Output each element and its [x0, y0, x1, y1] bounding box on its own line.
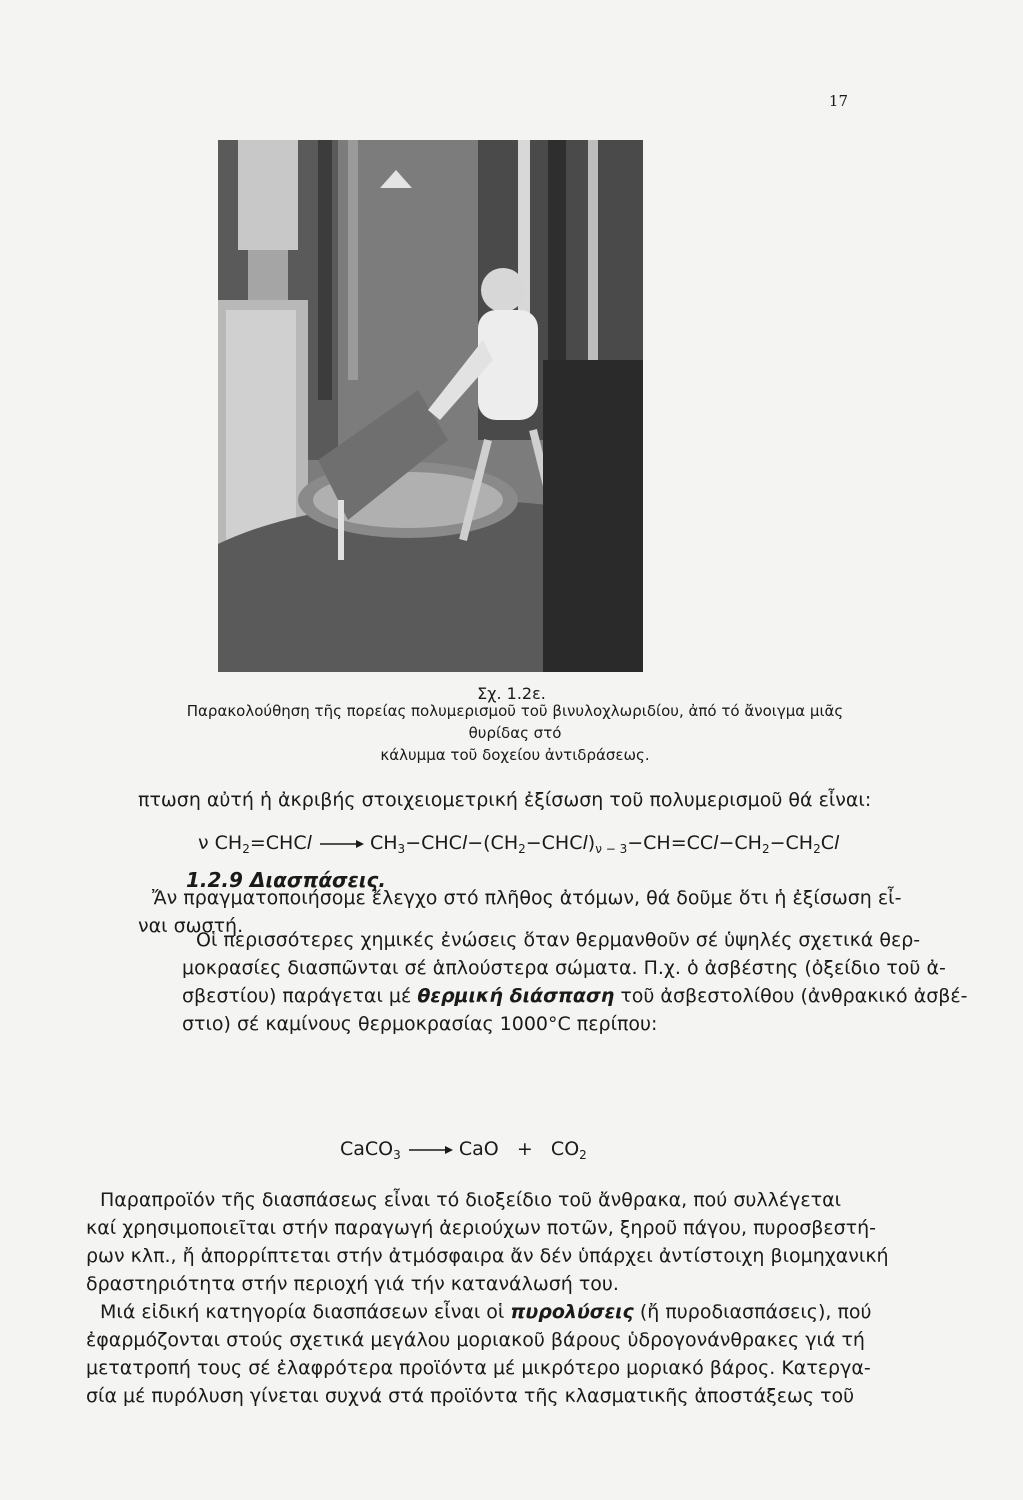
- subscript: 2: [761, 842, 770, 856]
- paragraph-line: [182, 982, 968, 1010]
- eq2-product: CaO: [458, 1138, 499, 1160]
- paragraph-decomposition: [182, 926, 968, 1038]
- eq1-rhs-b: −CHC: [405, 832, 462, 854]
- eq1-cl: l: [461, 832, 468, 854]
- paragraph-stoichiometry: [138, 786, 872, 814]
- paragraph-line: [86, 1298, 872, 1326]
- eq1-rhs-i: C: [820, 832, 834, 854]
- text-run: (ἤ πυροδιασπάσεις), πού: [633, 1301, 872, 1323]
- eq1-cl: l: [306, 832, 312, 854]
- figure-caption-line: Παρακολούθηση τῆς πορείας πολυμερισμοῦ τοῦ βινυλοχλωριδίου, ἀπό τό ἄνοιγμα μιᾶς θυρίδας στό: [186, 702, 844, 742]
- text-run: τοῦ ἀσβεστολίθου (ἀνθρακικό ἀσβέ-: [614, 985, 968, 1007]
- eq1-cl: l: [582, 832, 588, 854]
- subscript: 2: [242, 842, 250, 856]
- subscript: ν − 3: [595, 842, 628, 856]
- figure-photo: [218, 140, 643, 672]
- subscript: 2: [813, 842, 821, 856]
- reactor-photo-illustration: [218, 140, 643, 672]
- eq1-cl: l: [713, 832, 719, 854]
- paragraph-line: σία μέ πυρόλυση γίνεται συχνά στά προϊόντα τῆς κλασματικῆς ἀποστάξεως τοῦ: [86, 1385, 855, 1407]
- reaction-arrow-icon: [318, 838, 364, 850]
- eq1-rhs-e: ): [587, 832, 596, 854]
- eq1-rhs-c: −(CH: [467, 832, 519, 854]
- eq1-lhs: ν CH: [198, 832, 243, 854]
- bold-term: θερμική διάσπαση: [417, 985, 615, 1007]
- subscript: 3: [393, 1148, 401, 1162]
- eq1-rhs-d: −CHC: [525, 832, 583, 854]
- eq1-cl: l: [833, 832, 840, 854]
- paragraph-line: ναι σωστή.: [138, 915, 244, 937]
- eq1-rhs-f: −CH=CC: [627, 832, 714, 854]
- eq1-rhs-g: −CH: [718, 832, 762, 854]
- figure-caption-line: κάλυμμα τοῦ δοχείου ἀντιδράσεως.: [380, 746, 650, 764]
- text-run: Μιά εἰδική κατηγορία διασπάσεων εἶναι οἱ: [100, 1301, 511, 1323]
- paragraph-line: ρων κλπ., ἤ ἀπορρίπτεται στήν ἀτμόσφαιρα ἄν δέν ὑπάρχει ἀντίστοιχη βιομηχανική: [86, 1245, 889, 1267]
- paragraph-line: Ἄν πραγματοποιήσομε ἔλεγχο στό πλῆθος ἀτόμων, θά δοῦμε ὅτι ἡ ἐξίσωση εἶ-: [152, 887, 902, 909]
- paragraph-line: μετατροπή τους σέ ἐλαφρότερα προϊόντα μέ μικρότερο μοριακό βάρος. Κατεργα-: [86, 1357, 871, 1379]
- paragraph-line: μοκρασίες διασπῶνται σέ ἁπλούστερα σώματα. Π.χ. ὁ ἀσβέστης (ὀξείδιο τοῦ ἀ-: [182, 957, 946, 979]
- eq1-lhs-rest: =CHC: [249, 832, 307, 854]
- page-number: 17: [828, 92, 848, 110]
- eq2-product: CO: [550, 1138, 580, 1160]
- eq1-rhs-h: −CH: [769, 832, 814, 854]
- eq2-plus: +: [516, 1138, 533, 1160]
- paragraph-line: Οἱ περισσότερες χημικές ἐνώσεις ὅταν θερμανθοῦν σέ ὑψηλές σχετικά θερ-: [196, 929, 921, 951]
- eq1-rhs-a: CH: [369, 832, 398, 854]
- paragraph-line: ἐφαρμόζονται στούς σχετικά μεγάλου μοριακοῦ βάρους ὑδρογονάνθρακες γιά τή: [86, 1329, 865, 1351]
- paragraph-pyrolysis: [86, 1298, 872, 1410]
- reaction-arrow-icon: [407, 1144, 453, 1156]
- text-run: σβεστίου) παράγεται μέ: [182, 985, 418, 1007]
- paragraph-line: δραστηριότητα στήν περιοχή γιά τήν κατανάλωσή του.: [86, 1273, 619, 1295]
- figure-caption: [180, 700, 850, 766]
- bold-term: πυρολύσεις: [510, 1301, 634, 1323]
- subscript: 2: [518, 842, 526, 856]
- paragraph-byproduct: [86, 1186, 889, 1298]
- figure-label: Σχ. 1.2ε.: [477, 684, 546, 703]
- paragraph-line: στιο) σέ καμίνους θερμοκρασίας 1000°C περίπου:: [182, 1013, 658, 1035]
- equation-calcination: [340, 1138, 587, 1162]
- subscript: 2: [579, 1148, 587, 1162]
- eq2-reactant: CaCO: [340, 1138, 394, 1160]
- paragraph-line: πτωση αὐτή ἡ ἀκριβής στοιχειομετρική ἐξίσωση τοῦ πολυμερισμοῦ θά εἶναι:: [138, 789, 872, 811]
- section-heading: 1.2.9 Διασπάσεις.: [186, 868, 387, 892]
- paragraph-line: καί χρησιμοποιεῖται στήν παραγωγή ἀεριούχων ποτῶν, ξηροῦ πάγου, πυροσβεστή-: [86, 1217, 877, 1239]
- paragraph-line: Παραπροϊόν τῆς διασπάσεως εἶναι τό διοξείδιο τοῦ ἄνθρακα, πού συλλέγεται: [100, 1189, 842, 1211]
- subscript: 3: [397, 842, 406, 856]
- equation-polymerization: [198, 832, 839, 856]
